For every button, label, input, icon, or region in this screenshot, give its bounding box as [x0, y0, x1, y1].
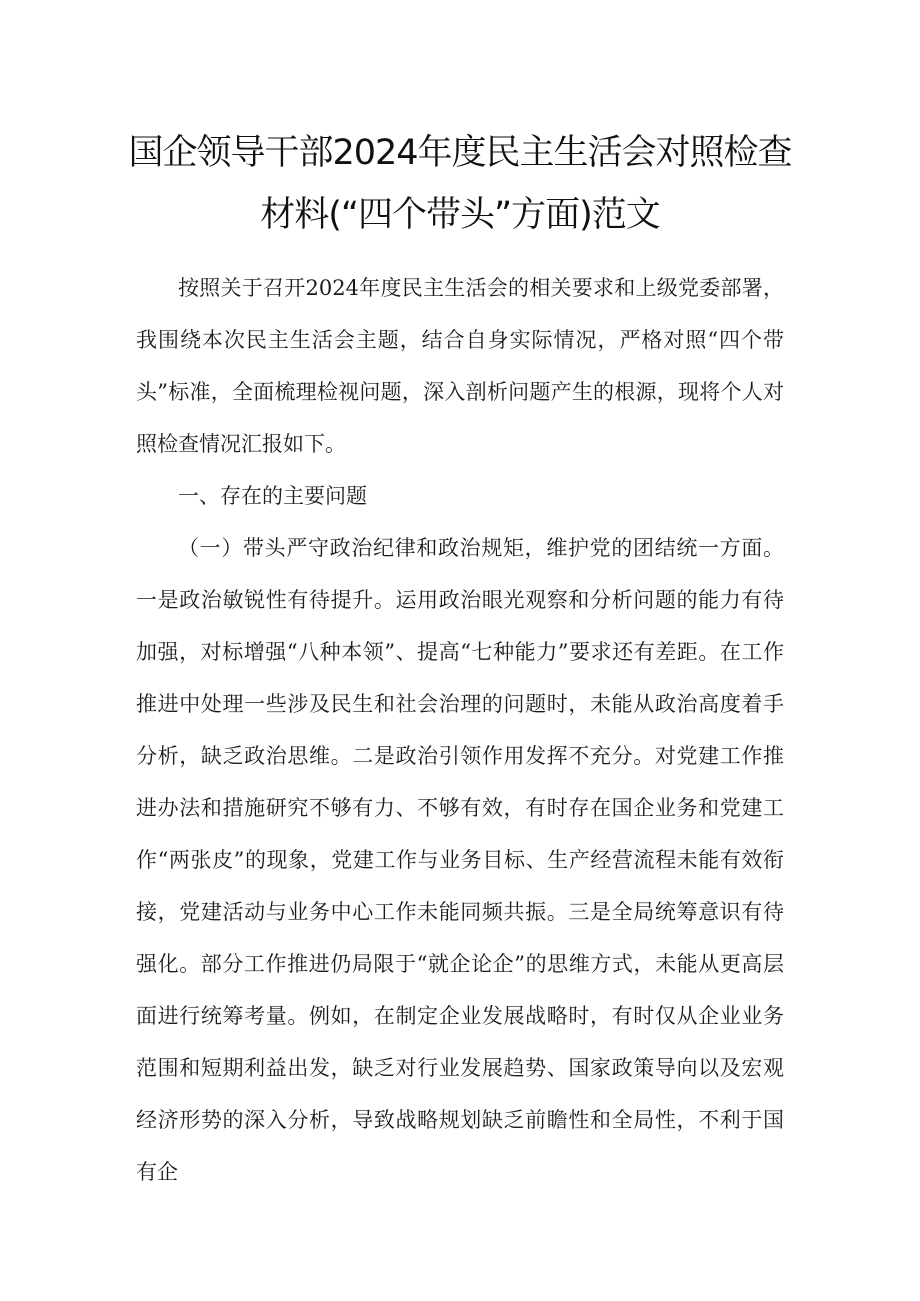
section-paragraph: （一）带头严守政治纪律和政治规矩，维护党的团结统一方面。一是政治敏锐性有待提升。运用政治眼光观察和分析问题的能力有待加强，对标增强“八种本领”、提高“七种能力”要求还有差距。在工作推进中处理一些涉及民生和社会治理的问题时，未能从政治高度着手分析，缺乏政治思维。二是政治引领作用发挥不充分。对党建工作推进办法和措施研究不够有力、不够有效，有时存在国企业务和党建工作“两张皮”的现象，党建工作与业务目标、生产经营流程未能有效衔接，党建活动与业务中心工作未能同频共振。三是全局统筹意识有待强化。部分工作推进仍局限于“就企论企”的思维方式，未能从更高层面进行统筹考量。例如，在制定企业发展战略时，有时仅从企业业务范围和短期利益出发，缺乏对行业发展趋势、国家政策导向以及宏观经济形势的深入分析，导致战略规划缺乏前瞻性和全局性，不利于国有企	[136, 536, 784, 1184]
title-line-2: 材料(“四个带头”方面)范文	[260, 195, 660, 235]
document-body	[136, 262, 784, 1198]
title-line-1: 国企领导干部2024年度民主生活会对照检查	[128, 133, 792, 173]
section-heading: 一、存在的主要问题	[178, 484, 367, 508]
document-title	[0, 122, 920, 246]
intro-paragraph: 按照关于召开2024年度民主生活会的相关要求和上级党委部署，我围绕本次民主生活会主题，结合自身实际情况，严格对照“四个带头”标准，全面梳理检视问题，深入剖析问题产生的根源，现将个人对照检查情况汇报如下。	[136, 276, 784, 456]
